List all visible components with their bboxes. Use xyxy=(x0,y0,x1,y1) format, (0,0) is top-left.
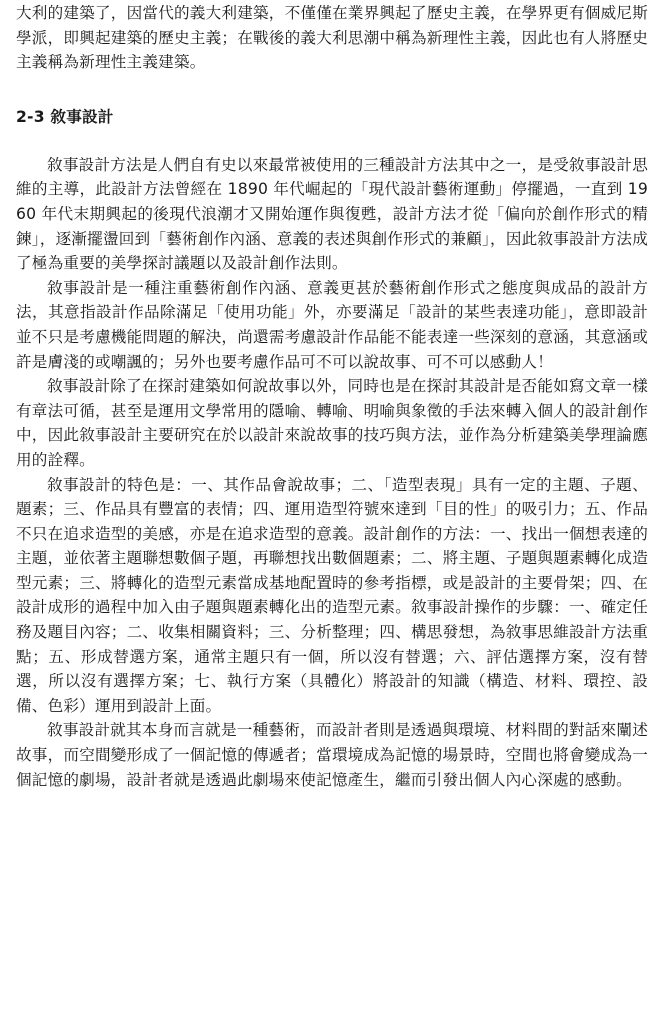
body-paragraph-5: 敘事設計就其本身而言就是一種藝術，而設計者則是透過與環境、材料間的對話來闡述故事，而空間變形成了一個記憶的傳遞者；當環境成為記憶的場景時，空間也將會變成為一個記憶的劇場，設計者就是透過此劇場來使記憶產生，繼而引發出個人內心深處的感動。 xyxy=(16,721,648,789)
intro-paragraph: 大利的建築了，因當代的義大利建築，不僅僅在業界興起了歷史主義，在學界更有個威尼斯學派，即興起建築的歷史主義；在戰後的義大利思潮中稱為新理性主義，因此也有人將歷史主義稱為新理性主義建築。 xyxy=(16,4,648,72)
body-paragraph-4: 敘事設計的特色是：一、其作品會說故事；二、「造型表現」具有一定的主題、子題、題素；三、作品具有豐富的表情；四、運用造型符號來達到「目的性」的吸引力；五、作品不只在追求造型的美感，亦是在追求造型的意義。設計創作的方法：一、找出一個想表達的主題，並依著主題聯想數個子題，再聯想找出數個題素；二、將主題、子題與題素轉化成造型元素；三、將轉化的造型元素當成基地配置時的參考指標，或是設計的主要骨架；四、在設計成形的過程中加入由子題與題素轉化出的造型元素。敘事設計操作的步驟：一、確定任務及題目內容；二、收集相關資料；三、分析整理；四、構思發想，為敘事思維設計方法重點；五、形成替選方案，通常主題只有一個，所以沒有替選；六、評估選擇方案，沒有替選，所以沒有選擇方案；七、執行方案（具體化）將設計的知識（構造、材料、環控、設備、色彩）運用到設計上面。 xyxy=(16,475,648,715)
document-page xyxy=(16,0,648,792)
body-paragraph-1: 敘事設計方法是人們自有史以來最常被使用的三種設計方法其中之一，是受敘事設計思維的主導，此設計方法曾經在 1890 年代崛起的「現代設計藝術運動」停擺過，一直到 1960 年代末期興起的後現代浪潮才又開始運作與復甦，設計方法才從「偏向於創作形式的精鍊」，逐漸擺盪回到「藝術創作內涵、意義的表述與創作形式的兼顧」，因此敘事設計方法成了極為重要的美學探討議題以及設計創作法則。 xyxy=(16,155,648,273)
body-paragraph-2: 敘事設計是一種注重藝術創作內涵、意義更甚於藝術創作形式之態度與成品的設計方法，其意指設計作品除滿足「使用功能」外，亦要滿足「設計的某些表達功能」，意即設計並不只是考慮機能問題的解決，尚還需考慮設計作品能不能表達一些深刻的意涵，其意涵或許是膚淺的或嘲諷的；另外也要考慮作品可不可以說故事、可不可以感動人！ xyxy=(16,278,648,371)
section-heading: 2-3 敘事設計 xyxy=(16,107,114,126)
body-paragraph-3: 敘事設計除了在探討建築如何說故事以外，同時也是在探討其設計是否能如寫文章一樣有章法可循，甚至是運用文學常用的隱喻、轉喻、明喻與象徵的手法來轉入個人的設計創作中，因此敘事設計主要研究在於以設計來說故事的技巧與方法，並作為分析建築美學理論應用的詮釋。 xyxy=(16,377,648,469)
